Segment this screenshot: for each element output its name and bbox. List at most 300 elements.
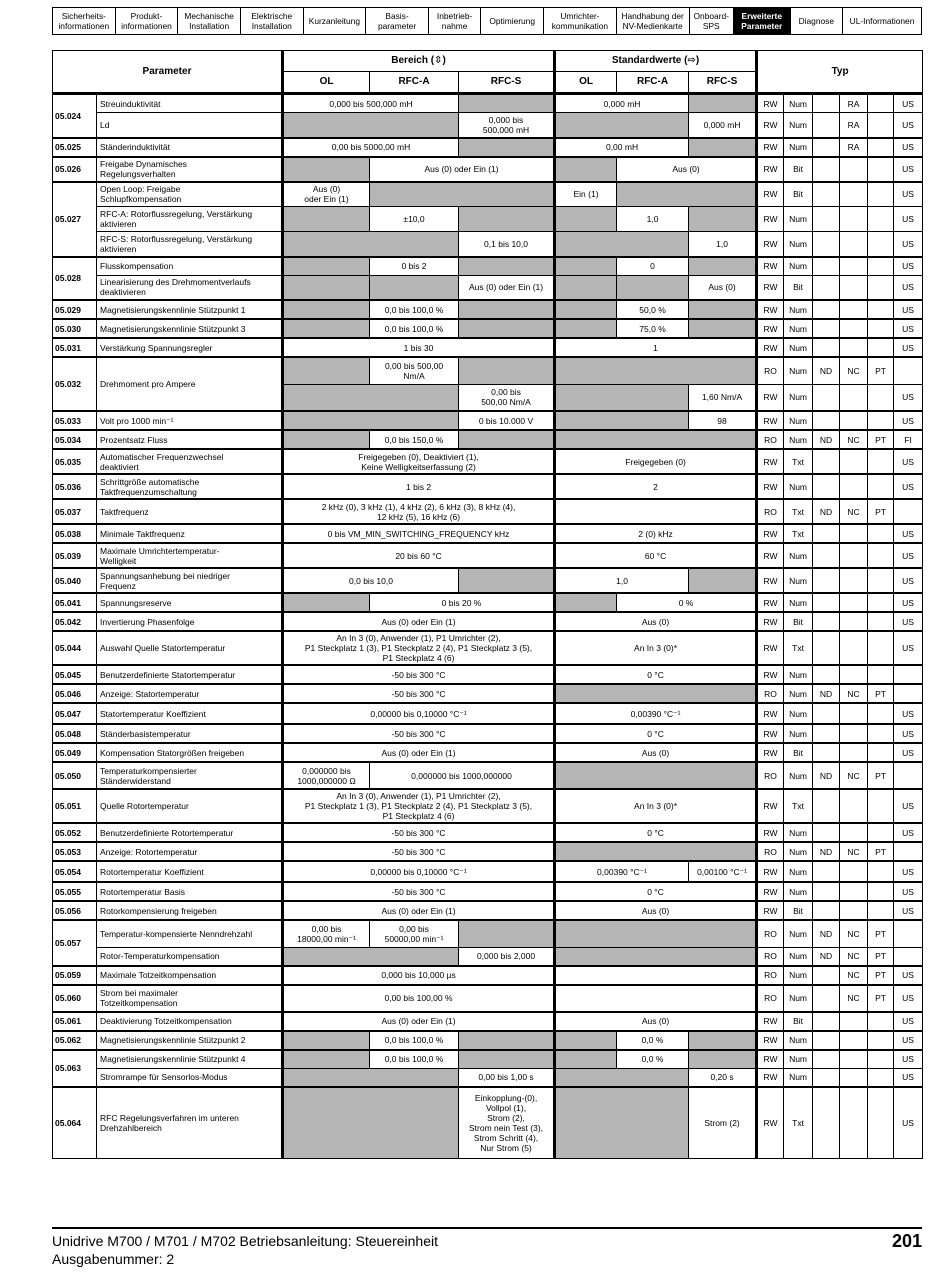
table-row	[53, 1031, 923, 1050]
range-cell: 0 bis VM_MIN_SWITCHING_FREQUENCY kHz	[283, 524, 555, 543]
default-cell: 0 °C	[555, 665, 757, 684]
default-cell	[555, 257, 617, 276]
type-flag: Num	[784, 762, 813, 789]
type-flag	[813, 612, 840, 631]
type-flag	[813, 524, 840, 543]
default-cell: Aus (0)	[617, 157, 757, 182]
type-flag: PT	[868, 947, 894, 966]
parameter-name: Drehmoment pro Ampere	[97, 357, 283, 411]
parameter-name: Magnetisierungskennlinie Stützpunkt 4	[97, 1050, 283, 1069]
type-flag: Num	[784, 985, 813, 1012]
type-flag	[840, 861, 868, 882]
type-flag	[813, 94, 840, 113]
header-parameter: Parameter	[53, 51, 283, 94]
range-cell: -50 bis 300 °C	[283, 882, 555, 901]
default-cell: 1,0	[555, 568, 689, 593]
parameter-id: 05.044	[53, 631, 97, 665]
default-cell: 0 %	[617, 593, 757, 612]
range-cell: -50 bis 300 °C	[283, 823, 555, 842]
parameter-id: 05.054	[53, 861, 97, 882]
range-cell: 0,000 bis 10,000 µs	[283, 966, 555, 985]
parameter-id: 05.060	[53, 985, 97, 1012]
default-cell	[555, 920, 757, 947]
type-flag: RA	[840, 138, 868, 157]
header-range-rfcs: RFC-S	[459, 72, 555, 94]
nav-tab[interactable]: UL-Informationen	[843, 8, 922, 35]
nav-tab[interactable]: Onboard- SPS	[689, 8, 733, 35]
type-flag: US	[894, 411, 923, 430]
type-flag	[868, 384, 894, 411]
range-cell: 0,0 bis 10,0	[283, 568, 459, 593]
range-cell	[459, 319, 555, 338]
type-flag: US	[894, 474, 923, 499]
footer-issue: Ausgabenummer: 2	[52, 1251, 175, 1267]
type-flag: Num	[784, 703, 813, 724]
type-flag: Num	[784, 384, 813, 411]
type-flag	[813, 703, 840, 724]
type-flag	[813, 113, 840, 138]
parameter-name: Kompensation Statorgrößen freigeben	[97, 743, 283, 762]
type-flag: Num	[784, 113, 813, 138]
default-cell: 0,0 %	[617, 1031, 689, 1050]
parameter-id: 05.026	[53, 157, 97, 182]
table-row	[53, 593, 923, 612]
parameter-name: RFC-S: Rotorflussregelung, Verstärkung aktivieren	[97, 232, 283, 257]
type-flag	[840, 665, 868, 684]
type-flag: US	[894, 985, 923, 1012]
type-flag: Txt	[784, 524, 813, 543]
table-row	[53, 568, 923, 593]
range-cell: Aus (0) oder Ein (1)	[370, 157, 555, 182]
parameter-name: Verstärkung Spannungsregler	[97, 338, 283, 357]
range-cell: 0,000000 bis 1000,000000 Ω	[283, 762, 370, 789]
default-cell	[617, 182, 757, 207]
type-flag: Num	[784, 882, 813, 901]
type-flag: US	[894, 543, 923, 568]
type-flag: ND	[813, 842, 840, 861]
type-flag: PT	[868, 842, 894, 861]
type-flag	[868, 182, 894, 207]
header-range-rfca: RFC-A	[370, 72, 459, 94]
parameter-id: 05.025	[53, 138, 97, 157]
type-flag: RW	[757, 257, 784, 276]
default-cell	[555, 966, 757, 985]
nav-tab[interactable]: Sicherheits- informationen	[53, 8, 116, 35]
type-flag: US	[894, 384, 923, 411]
type-flag	[813, 593, 840, 612]
type-flag	[894, 762, 923, 789]
type-flag	[840, 449, 868, 474]
type-flag	[868, 232, 894, 257]
type-flag: RW	[757, 631, 784, 665]
type-flag: US	[894, 703, 923, 724]
type-flag: Num	[784, 1050, 813, 1069]
parameter-name: Strom bei maximaler Totzeitkompensation	[97, 985, 283, 1012]
range-cell	[283, 232, 459, 257]
default-cell: An In 3 (0)*	[555, 789, 757, 823]
parameter-name: Linearisierung des Drehmomentverlaufs deaktivieren	[97, 275, 283, 300]
table-row	[53, 357, 923, 384]
type-flag	[868, 157, 894, 182]
range-cell	[283, 157, 370, 182]
default-cell: Aus (0)	[555, 1012, 757, 1031]
default-cell	[555, 411, 689, 430]
page-number: 201	[891, 1231, 922, 1251]
default-cell: 1,60 Nm/A	[689, 384, 757, 411]
table-row	[53, 524, 923, 543]
default-cell: Aus (0)	[555, 743, 757, 762]
type-flag: RW	[757, 411, 784, 430]
table-row	[53, 665, 923, 684]
parameter-name: Rotortemperatur Koeffizient	[97, 861, 283, 882]
table-row	[53, 1012, 923, 1031]
range-cell: An In 3 (0), Anwender (1), P1 Umrichter (2), P1 Steckplatz 1 (3), P1 Steckplatz 2 (4), P1 Steckplatz 3 (5), P1 Steckplatz 4 (6)	[283, 631, 555, 665]
type-flag	[840, 182, 868, 207]
nav-tab[interactable]: Mechanische Installation	[178, 8, 241, 35]
type-flag	[868, 257, 894, 276]
type-flag	[868, 703, 894, 724]
default-cell: 50,0 %	[617, 300, 689, 319]
parameter-id: 05.040	[53, 568, 97, 593]
table-row	[53, 901, 923, 920]
parameter-id: 05.041	[53, 593, 97, 612]
parameter-id: 05.046	[53, 684, 97, 703]
type-flag	[840, 882, 868, 901]
type-flag	[813, 319, 840, 338]
default-cell	[555, 357, 757, 384]
table-row	[53, 743, 923, 762]
parameter-id: 05.036	[53, 474, 97, 499]
nav-tab[interactable]: Inbetrieb- nahme	[428, 8, 481, 35]
parameter-id: 05.045	[53, 665, 97, 684]
type-flag: US	[894, 631, 923, 665]
type-flag: RW	[757, 593, 784, 612]
parameter-name: Minimale Taktfrequenz	[97, 524, 283, 543]
type-flag: RW	[757, 319, 784, 338]
type-flag	[840, 743, 868, 762]
parameter-id: 05.038	[53, 524, 97, 543]
type-flag: Num	[784, 842, 813, 861]
type-flag: NC	[840, 357, 868, 384]
nav-tab[interactable]: Erweiterte Parameter	[733, 8, 790, 35]
type-flag: PT	[868, 430, 894, 449]
range-cell	[283, 357, 370, 384]
type-flag: Num	[784, 411, 813, 430]
type-flag: RO	[757, 684, 784, 703]
parameter-id: 05.057	[53, 920, 97, 966]
range-cell	[283, 1087, 459, 1159]
parameter-id: 05.059	[53, 966, 97, 985]
type-flag: RO	[757, 762, 784, 789]
range-cell	[283, 1050, 370, 1069]
type-flag	[813, 338, 840, 357]
type-flag: RW	[757, 703, 784, 724]
type-flag	[868, 524, 894, 543]
type-flag	[868, 1087, 894, 1159]
type-flag: RW	[757, 338, 784, 357]
range-cell: 2 kHz (0), 3 kHz (1), 4 kHz (2), 6 kHz (3), 8 kHz (4), 12 kHz (5), 16 kHz (6)	[283, 499, 555, 524]
parameter-name: Rotorkompensierung freigeben	[97, 901, 283, 920]
type-flag: Txt	[784, 789, 813, 823]
default-cell	[555, 1087, 689, 1159]
type-flag: US	[894, 724, 923, 743]
type-flag	[840, 1087, 868, 1159]
table-row	[53, 300, 923, 319]
type-flag: NC	[840, 842, 868, 861]
type-flag	[868, 1068, 894, 1087]
type-flag: RA	[840, 113, 868, 138]
type-flag: Num	[784, 232, 813, 257]
range-cell: Aus (0) oder Ein (1)	[283, 182, 370, 207]
type-flag: US	[894, 789, 923, 823]
range-cell	[459, 138, 555, 157]
nav-tab[interactable]: Produkt- informationen	[115, 8, 178, 35]
parameter-name: Maximale Totzeitkompensation	[97, 966, 283, 985]
type-flag: US	[894, 743, 923, 762]
type-flag	[868, 631, 894, 665]
parameter-id: 05.039	[53, 543, 97, 568]
type-flag	[840, 568, 868, 593]
type-flag	[840, 631, 868, 665]
nav-tab[interactable]: Diagnose	[790, 8, 843, 35]
type-flag: Num	[784, 430, 813, 449]
default-cell: 75,0 %	[617, 319, 689, 338]
table-row	[53, 920, 923, 947]
default-cell: 1,0	[689, 232, 757, 257]
parameter-name: Prozentsatz Fluss	[97, 430, 283, 449]
type-flag: Num	[784, 474, 813, 499]
parameter-name: Rotor-Temperaturkompensation	[97, 947, 283, 966]
range-cell	[459, 207, 555, 232]
range-cell: 0,0 bis 100,0 %	[370, 319, 459, 338]
type-flag: US	[894, 612, 923, 631]
range-cell: -50 bis 300 °C	[283, 724, 555, 743]
type-flag: RW	[757, 724, 784, 743]
type-flag: US	[894, 182, 923, 207]
range-cell	[459, 430, 555, 449]
type-flag	[868, 1031, 894, 1050]
type-flag	[868, 789, 894, 823]
range-cell: 0 bis 2	[370, 257, 459, 276]
type-flag	[868, 207, 894, 232]
type-flag: US	[894, 232, 923, 257]
parameter-name: Magnetisierungskennlinie Stützpunkt 3	[97, 319, 283, 338]
type-flag	[868, 449, 894, 474]
type-flag	[813, 901, 840, 920]
type-flag: US	[894, 593, 923, 612]
type-flag: US	[894, 1068, 923, 1087]
type-flag	[813, 384, 840, 411]
default-cell	[555, 275, 617, 300]
default-cell	[689, 319, 757, 338]
default-cell: Ein (1)	[555, 182, 617, 207]
range-cell: 0,0 bis 100,0 %	[370, 1031, 459, 1050]
nav-tab[interactable]: Umrichter- kommunikation	[544, 8, 617, 35]
range-cell: 0,00 bis 100,00 %	[283, 985, 555, 1012]
type-flag: RW	[757, 789, 784, 823]
type-flag	[894, 357, 923, 384]
type-flag: US	[894, 901, 923, 920]
type-flag: RW	[757, 524, 784, 543]
parameter-name: Benutzerdefinierte Statortemperatur	[97, 665, 283, 684]
range-cell	[283, 257, 370, 276]
range-cell: 0,000 bis 500,000 mH	[283, 94, 459, 113]
type-flag	[813, 449, 840, 474]
table-row	[53, 842, 923, 861]
type-flag: Num	[784, 319, 813, 338]
range-cell	[459, 357, 555, 384]
parameter-id: 05.032	[53, 357, 97, 411]
range-cell: 0,00 bis 500,00 Nm/A	[370, 357, 459, 384]
type-flag	[868, 319, 894, 338]
parameter-id: 05.048	[53, 724, 97, 743]
default-cell: 0 °C	[555, 724, 757, 743]
nav-tab[interactable]: Optimierung	[481, 8, 544, 35]
default-cell: An In 3 (0)*	[555, 631, 757, 665]
type-flag: US	[894, 113, 923, 138]
range-cell: -50 bis 300 °C	[283, 684, 555, 703]
table-row	[53, 985, 923, 1012]
type-flag: Num	[784, 207, 813, 232]
type-flag	[813, 1050, 840, 1069]
type-flag: RO	[757, 985, 784, 1012]
type-flag: US	[894, 1050, 923, 1069]
type-flag: US	[894, 568, 923, 593]
type-flag	[813, 474, 840, 499]
type-flag: RW	[757, 207, 784, 232]
type-flag	[840, 789, 868, 823]
parameter-id: 05.051	[53, 789, 97, 823]
default-cell	[555, 232, 689, 257]
type-flag: Txt	[784, 499, 813, 524]
parameter-id: 05.047	[53, 703, 97, 724]
chapter-navigation	[52, 7, 922, 35]
range-cell	[459, 1031, 555, 1050]
type-flag	[813, 861, 840, 882]
default-cell	[555, 499, 757, 524]
type-flag	[813, 789, 840, 823]
default-cell: 1,0	[617, 207, 689, 232]
table-row	[53, 966, 923, 985]
type-flag: FI	[894, 430, 923, 449]
default-cell: 0 °C	[555, 823, 757, 842]
table-row	[53, 789, 923, 823]
type-flag	[813, 257, 840, 276]
type-flag: Bit	[784, 157, 813, 182]
type-flag	[840, 300, 868, 319]
default-cell	[689, 207, 757, 232]
table-row	[53, 430, 923, 449]
type-flag	[840, 612, 868, 631]
table-row	[53, 474, 923, 499]
range-cell	[370, 275, 459, 300]
default-cell	[689, 94, 757, 113]
parameter-name: RFC Regelungsverfahren im unteren Drehzahlbereich	[97, 1087, 283, 1159]
range-cell: 1 bis 30	[283, 338, 555, 357]
type-flag: NC	[840, 499, 868, 524]
parameter-id: 05.055	[53, 882, 97, 901]
type-flag: PT	[868, 985, 894, 1012]
nav-tab[interactable]: Kurzanleitung	[303, 8, 366, 35]
nav-tab[interactable]: Basis- parameter	[366, 8, 429, 35]
default-cell: Aus (0)	[689, 275, 757, 300]
default-cell	[555, 157, 617, 182]
parameter-name: Statortemperatur Koeffizient	[97, 703, 283, 724]
type-flag: Num	[784, 823, 813, 842]
type-flag: RW	[757, 1031, 784, 1050]
type-flag: RW	[757, 1050, 784, 1069]
type-flag: US	[894, 157, 923, 182]
type-flag: Num	[784, 684, 813, 703]
type-flag: US	[894, 1012, 923, 1031]
type-flag	[813, 300, 840, 319]
range-cell: 0,00 bis 5000,00 mH	[283, 138, 459, 157]
default-cell	[617, 275, 689, 300]
range-cell: ±10,0	[370, 207, 459, 232]
parameter-id: 05.031	[53, 338, 97, 357]
type-flag	[813, 966, 840, 985]
type-flag: RW	[757, 94, 784, 113]
type-flag	[813, 1068, 840, 1087]
type-flag: US	[894, 319, 923, 338]
parameter-id: 05.029	[53, 300, 97, 319]
table-row	[53, 319, 923, 338]
parameter-name: Freigabe Dynamisches Regelungsverhalten	[97, 157, 283, 182]
type-flag	[894, 842, 923, 861]
range-cell	[283, 113, 459, 138]
nav-tab[interactable]: Handhabung der NV-Medienkarte	[616, 8, 689, 35]
type-flag	[894, 947, 923, 966]
table-row	[53, 703, 923, 724]
type-flag	[868, 665, 894, 684]
range-cell: 0,1 bis 10,0	[459, 232, 555, 257]
type-flag: RO	[757, 920, 784, 947]
type-flag: US	[894, 338, 923, 357]
type-flag: RW	[757, 1068, 784, 1087]
table-row	[53, 232, 923, 257]
default-cell: 98	[689, 411, 757, 430]
parameter-name: Spannungsreserve	[97, 593, 283, 612]
parameter-name: Maximale Umrichtertemperatur- Welligkeit	[97, 543, 283, 568]
default-cell: 0,00390 °C⁻¹	[555, 703, 757, 724]
type-flag: RO	[757, 947, 784, 966]
header-type: Typ	[757, 51, 923, 94]
parameter-name: Benutzerdefinierte Rotortemperatur	[97, 823, 283, 842]
table-row	[53, 338, 923, 357]
parameter-id: 05.063	[53, 1050, 97, 1087]
default-cell: 0,000 mH	[555, 94, 689, 113]
type-flag	[840, 207, 868, 232]
type-flag: ND	[813, 762, 840, 789]
header-range-ol: OL	[283, 72, 370, 94]
type-flag: US	[894, 882, 923, 901]
type-flag	[813, 1012, 840, 1031]
type-flag: RW	[757, 138, 784, 157]
type-flag	[813, 631, 840, 665]
parameter-name: Magnetisierungskennlinie Stützpunkt 1	[97, 300, 283, 319]
parameter-id: 05.053	[53, 842, 97, 861]
type-flag	[840, 1050, 868, 1069]
nav-tab[interactable]: Elektrische Installation	[240, 8, 303, 35]
type-flag	[868, 1012, 894, 1031]
type-flag: RW	[757, 861, 784, 882]
type-flag: RW	[757, 743, 784, 762]
range-cell: 20 bis 60 °C	[283, 543, 555, 568]
type-flag: Num	[784, 1031, 813, 1050]
parameter-id: 05.056	[53, 901, 97, 920]
type-flag: Num	[784, 300, 813, 319]
type-flag: RW	[757, 449, 784, 474]
